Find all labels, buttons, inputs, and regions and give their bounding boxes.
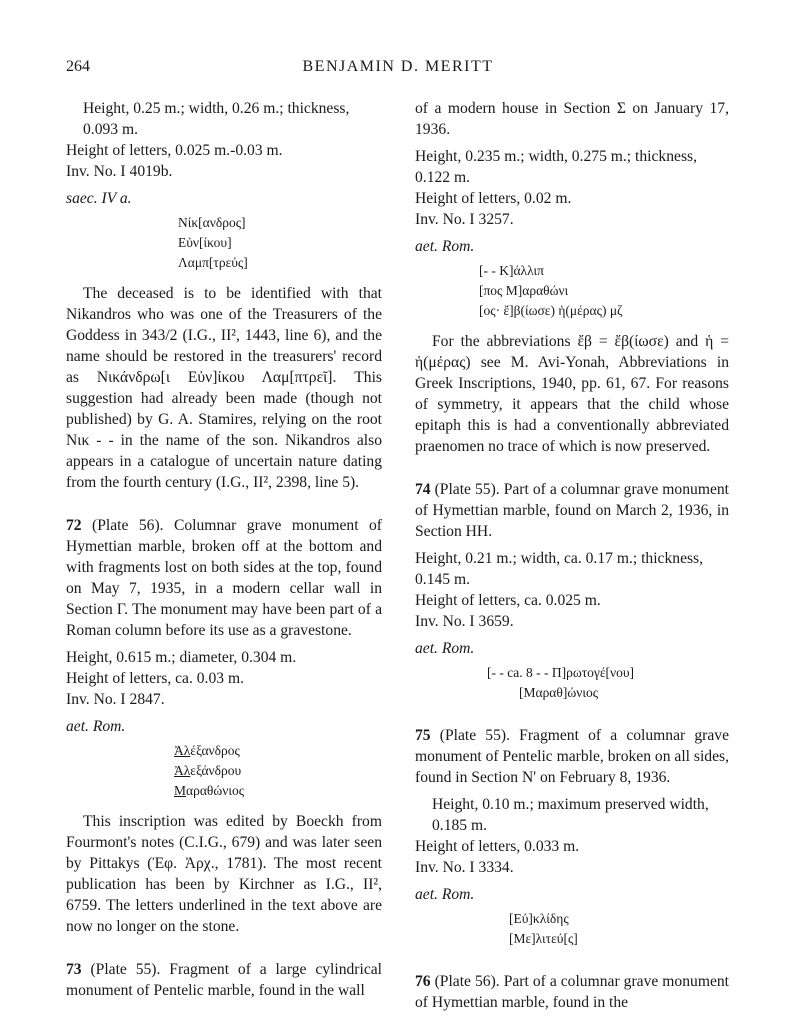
date-label: saec. IV a. xyxy=(66,190,132,207)
date-label: aet. Rom. xyxy=(66,718,126,735)
date-label: aet. Rom. xyxy=(415,238,475,255)
inscription-line: Λαμπ[τρεύς] xyxy=(178,255,248,270)
entry-number: 75 xyxy=(415,727,431,744)
inscription-line: [Μαραθ]ώνιος xyxy=(519,685,599,700)
greek-inscription xyxy=(509,909,729,949)
inventory-number: Inv. No. I 2847. xyxy=(66,691,165,708)
entry-number: 76 xyxy=(415,973,431,990)
measurements-dimensions: Height, 0.235 m.; width, 0.275 m.; thickness, 0.122 m. xyxy=(415,148,697,186)
measurements-dimensions: Height, 0.10 m.; maximum preserved width, 0.185 m. xyxy=(432,796,709,834)
inscription-line: Μαραθώνιος xyxy=(174,783,245,798)
entry-75 xyxy=(415,725,729,788)
entry-description: (Plate 55). Fragment of a large cylindrical monument of Pentelic marble, found in the wall xyxy=(66,961,382,999)
left-column xyxy=(66,98,382,1001)
entry-description: (Plate 56). Columnar grave monument of Hymettian marble, broken off at the bottom and with fragments lost on both sides at the top, found on May 7, 1935, in a modern cellar wall in Section Γ. The monument may have been part of a Roman column before its use as a gravestone. xyxy=(66,517,382,639)
greek-inscription xyxy=(178,213,382,273)
date-label: aet. Rom. xyxy=(415,886,475,903)
entry-number: 73 xyxy=(66,961,82,978)
inscription-line: Νίκ[ανδρος] xyxy=(178,215,246,230)
measurements-letter-height: Height of letters, 0.02 m. xyxy=(415,190,572,207)
greek-inscription xyxy=(487,663,729,703)
entry-73-continued: of a modern house in Section Σ on January 17, 1936. xyxy=(415,100,729,138)
inventory-number: Inv. No. I 3257. xyxy=(415,211,514,228)
entry-number: 72 xyxy=(66,517,82,534)
entry-number: 74 xyxy=(415,481,431,498)
inscription-line: Ἀλεξάνδρου xyxy=(174,763,242,778)
lost-letters: Ἀλ xyxy=(174,763,191,778)
inscription-line: Εὐν[ίκου] xyxy=(178,235,232,250)
commentary-paragraph: The deceased is to be identified with that Nikandros who was one of the Treasurers of the Goddess in 343/2 (I.G., II², 1443, line 6), and the name should be restored in the treasurers' record as Νικάνδρω[ι Εὐν]ίκου Λαμ[πτρεῖ]. This suggestion had already been made (though not published) by G. A. Stamires, relying on the root Νικ - - in the name of the son. Nikandros also appears in a catalogue of uncertain nature dating from the fourth century (I.G., II², 2398, line 5). xyxy=(66,285,382,491)
date-label: aet. Rom. xyxy=(415,640,475,657)
lost-letters: Μ xyxy=(174,783,187,798)
entry-72 xyxy=(66,515,382,641)
entry-73 xyxy=(66,959,382,1001)
inscription-line: [Εὐ]κλίδης xyxy=(509,911,569,926)
page-header xyxy=(66,58,730,80)
commentary-paragraph: This inscription was edited by Boeckh from Fourmont's notes (C.I.G., 679) and was later seen by Pittakys (Ἐφ. Ἀρχ., 1781). The most recent publication has been by Kirchner as I.G., II², 6759. The letters underlined in the text above are now no longer on the stone. xyxy=(66,813,382,935)
entry-74 xyxy=(415,479,729,542)
inscription-line: [Με]λιτεύ[ς] xyxy=(509,931,578,946)
inscription-line: [πος Μ]αραθώνι xyxy=(479,283,569,298)
inventory-number: Inv. No. I 4019b. xyxy=(66,163,173,180)
greek-inscription xyxy=(479,261,729,321)
measurements-letter-height: Height of letters, 0.025 m.-0.03 m. xyxy=(66,142,283,159)
running-head: BENJAMIN D. MERITT xyxy=(302,58,494,75)
inventory-number: Inv. No. I 3334. xyxy=(415,859,514,876)
entry-description: (Plate 55). Fragment of a columnar grave monument of Pentelic marble, broken on all sides, found in Section Ν' on February 8, 1936. xyxy=(415,727,729,786)
greek-inscription xyxy=(174,741,382,801)
right-column xyxy=(415,98,729,1013)
inventory-number: Inv. No. I 3659. xyxy=(415,613,514,630)
commentary-paragraph: For the abbreviations ἔβ = ἔβ(ίωσε) and ἡ = ἡ(μέρας) see M. Avi-Yonah, Abbreviations in Greek Inscriptions, 1940, pp. 61, 67. For reasons of symmetry, it appears that the child whose epitaph this is had a conventionally abbreviated praenomen no trace of which is now preserved. xyxy=(415,333,729,455)
measurements-dimensions: Height, 0.21 m.; width, ca. 0.17 m.; thickness, 0.145 m. xyxy=(415,550,704,588)
page-number: 264 xyxy=(66,58,90,75)
entry-76 xyxy=(415,971,729,1013)
lost-letters: Ἀλ xyxy=(174,743,191,758)
entry-description: (Plate 55). Part of a columnar grave monument of Hymettian marble, found on March 2, 1936, in Section ΗΗ. xyxy=(415,481,729,540)
measurements-letter-height: Height of letters, ca. 0.03 m. xyxy=(66,670,244,687)
inscription-line: Ἀλέξανδρος xyxy=(174,743,240,758)
measurements-dimensions: Height, 0.25 m.; width, 0.26 m.; thickness, 0.093 m. xyxy=(83,100,350,138)
measurements-dimensions: Height, 0.615 m.; diameter, 0.304 m. xyxy=(66,649,297,666)
inscription-line: [ος· ἔ]β(ίωσε) ἡ(μέρας) μζ xyxy=(479,303,623,318)
entry-description: (Plate 56). Part of a columnar grave monument of Hymettian marble, found in the xyxy=(415,973,729,1011)
inscription-line: [- - Κ]άλλιπ xyxy=(479,263,544,278)
measurements-letter-height: Height of letters, 0.033 m. xyxy=(415,838,580,855)
inscription-line: [- - ca. 8 - - Π]ρωτογέ[νου] xyxy=(487,665,635,680)
measurements-letter-height: Height of letters, ca. 0.025 m. xyxy=(415,592,601,609)
